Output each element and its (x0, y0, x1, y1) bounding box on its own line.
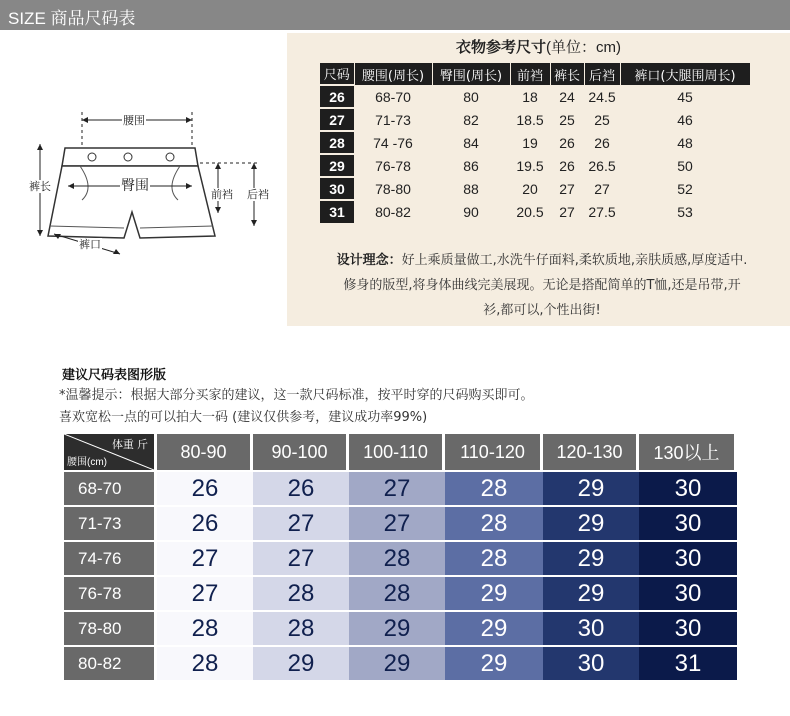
reference-size-panel (287, 33, 790, 326)
recommended-size-cell: 29 (543, 575, 639, 610)
recommended-size-cell: 30 (543, 610, 639, 645)
reference-size-table (320, 63, 751, 223)
front-rise-label: 前裆 (211, 188, 233, 201)
design-label: 设计理念： (336, 253, 402, 268)
recommended-size-cell: 29 (543, 540, 639, 575)
reference-column-header: 裤长 (550, 63, 584, 85)
header-title: SIZE 商品尺码表 (8, 9, 136, 28)
shorts-outline-illustration (20, 108, 290, 258)
size-cell: 28 (320, 131, 354, 154)
recommended-size-cell: 29 (349, 645, 445, 680)
waist-range-cell: 68-70 (64, 470, 157, 505)
table-row (320, 177, 750, 200)
recommended-size-cell: 30 (639, 470, 737, 505)
measurement-cell: 20 (522, 180, 538, 197)
measurement-cell: 27 (594, 180, 610, 197)
recommended-size-cell: 31 (639, 645, 737, 680)
measurement-cell: 26.5 (588, 157, 616, 174)
recommendation-note-1: *温馨提示：根据大部分买家的建议，这一款尺码标准，按平时穿的尺码购买即可。 (59, 388, 534, 403)
measurement-cell: 74 -76 (373, 134, 413, 151)
weight-column-header: 130以上 (639, 434, 737, 470)
measurement-cell: 26 (559, 134, 575, 151)
measurement-cell: 24.5 (588, 88, 616, 105)
waist-range-cell: 78-80 (64, 610, 157, 645)
table-corner-cell (64, 434, 157, 470)
measurement-cell: 27 (559, 180, 575, 197)
table-row (64, 575, 737, 610)
measurement-cell: 24 (559, 88, 575, 105)
corner-weight-label: 体重 斤 (111, 439, 148, 451)
recommended-size-cell: 28 (253, 575, 349, 610)
measurement-cell: 68-70 (375, 88, 411, 105)
measurement-cell: 19 (522, 134, 538, 151)
reference-body (320, 85, 750, 223)
measurement-cell: 27 (559, 203, 575, 220)
recommended-size-cell: 29 (543, 505, 639, 540)
design-line-3: 衫,都可以,个性出街! (483, 303, 601, 318)
weight-column-header: 120-130 (543, 434, 639, 470)
weight-column-header: 100-110 (349, 434, 445, 470)
pants-length-label: 裤长 (29, 180, 51, 193)
reference-header-row (320, 63, 750, 85)
recommendation-note-2: 喜欢宽松一点的可以拍大一码 (建议仅供参考，建议成功率99%) (59, 410, 428, 425)
measurement-cell: 20.5 (516, 203, 544, 220)
recommended-size-cell: 27 (157, 575, 253, 610)
table-row (64, 645, 737, 680)
reference-column-header: 前裆 (510, 63, 550, 85)
recommended-size-cell: 27 (349, 470, 445, 505)
measurement-cell: 46 (677, 111, 693, 128)
design-line-1 (297, 248, 787, 273)
waist-range-cell: 80-82 (64, 645, 157, 680)
header-bar (0, 0, 790, 30)
recommended-size-cell: 26 (253, 470, 349, 505)
recommended-size-cell: 27 (253, 505, 349, 540)
design-text-1: 好上乘质量做工,水洗牛仔面料,柔软质地,亲肤质感,厚度适中. (401, 253, 748, 268)
measurement-cell: 25 (559, 111, 575, 128)
measurement-cell: 18.5 (516, 111, 544, 128)
reference-column-header: 尺码 (320, 63, 354, 85)
recommended-size-cell: 28 (445, 540, 543, 575)
measurement-cell: 52 (677, 180, 693, 197)
table-row (320, 200, 750, 223)
recommended-size-cell: 30 (639, 575, 737, 610)
table-row (320, 154, 750, 177)
measurement-cell: 78-80 (375, 180, 411, 197)
table-row (320, 85, 750, 108)
table-row (320, 131, 750, 154)
table-row (64, 505, 737, 540)
recommended-size-cell: 29 (349, 610, 445, 645)
size-cell: 29 (320, 154, 354, 177)
recommended-size-cell: 28 (445, 470, 543, 505)
recommended-size-cell: 26 (157, 505, 253, 540)
measurement-cell: 88 (463, 180, 479, 197)
recommended-size-cell: 28 (157, 645, 253, 680)
measurement-cell: 86 (463, 157, 479, 174)
measurement-cell: 18 (522, 88, 538, 105)
reference-title-text: 衣物参考尺寸 (455, 38, 546, 56)
recommended-size-cell: 28 (349, 540, 445, 575)
recommended-size-cell: 28 (445, 505, 543, 540)
weight-column-header: 110-120 (445, 434, 543, 470)
measurement-cell: 19.5 (516, 157, 544, 174)
table-row (64, 470, 737, 505)
table-row (320, 108, 750, 131)
table-row (64, 540, 737, 575)
measurement-cell: 82 (463, 111, 479, 128)
weight-column-header: 80-90 (157, 434, 253, 470)
measurement-cell: 27.5 (588, 203, 616, 220)
measurement-cell: 25 (594, 111, 610, 128)
recommendation-header-row (64, 434, 737, 470)
measurement-cell: 48 (677, 134, 693, 151)
measurement-cell: 80-82 (375, 203, 411, 220)
recommended-size-cell: 26 (157, 470, 253, 505)
recommendation-body (64, 470, 737, 680)
design-line-2: 修身的版型,将身体曲线完美展现。无论是搭配简单的T恤,还是吊带,开 (343, 278, 741, 293)
recommended-size-cell: 29 (445, 645, 543, 680)
measurement-cell: 45 (677, 88, 693, 105)
size-cell: 30 (320, 177, 354, 200)
recommended-size-cell: 30 (639, 540, 737, 575)
shorts-diagram (20, 108, 290, 258)
design-concept (297, 248, 787, 323)
recommended-size-cell: 29 (543, 470, 639, 505)
recommended-size-cell: 29 (445, 610, 543, 645)
measurement-cell: 76-78 (375, 157, 411, 174)
recommended-size-cell: 30 (639, 505, 737, 540)
size-cell: 27 (320, 108, 354, 131)
recommended-size-cell: 28 (157, 610, 253, 645)
reference-column-header: 臀围(周长) (432, 63, 510, 85)
recommended-size-cell: 29 (253, 645, 349, 680)
back-rise-label: 后裆 (247, 188, 269, 201)
corner-waist-label: 腰围(cm) (67, 457, 107, 468)
waist-range-cell: 74-76 (64, 540, 157, 575)
recommendation-size-table (64, 434, 737, 680)
measurement-cell: 80 (463, 88, 479, 105)
recommended-size-cell: 30 (543, 645, 639, 680)
recommended-size-cell: 27 (253, 540, 349, 575)
waist-label: 腰围 (123, 114, 145, 127)
size-cell: 31 (320, 200, 354, 223)
recommended-size-cell: 28 (253, 610, 349, 645)
hip-label: 臀围 (121, 178, 149, 194)
reference-column-header: 腰围(周长) (354, 63, 432, 85)
measurement-cell: 26 (594, 134, 610, 151)
recommended-size-cell: 27 (157, 540, 253, 575)
measurement-cell: 53 (677, 203, 693, 220)
recommendation-title: 建议尺码表图形版 (62, 368, 167, 383)
reference-column-header: 后裆 (584, 63, 620, 85)
waist-range-cell: 71-73 (64, 505, 157, 540)
recommended-size-cell: 27 (349, 505, 445, 540)
measurement-cell: 50 (677, 157, 693, 174)
measurement-cell: 71-73 (375, 111, 411, 128)
table-row (64, 610, 737, 645)
reference-title (287, 36, 790, 57)
reference-column-header: 裤口(大腿围周长) (620, 63, 750, 85)
recommended-size-cell: 28 (349, 575, 445, 610)
weight-column-header: 90-100 (253, 434, 349, 470)
recommended-size-cell: 29 (445, 575, 543, 610)
measurement-cell: 26 (559, 157, 575, 174)
measurement-cell: 90 (463, 203, 479, 220)
measurement-cell: 84 (463, 134, 479, 151)
reference-unit: (单位：cm) (546, 39, 621, 56)
recommended-size-cell: 30 (639, 610, 737, 645)
waist-range-cell: 76-78 (64, 575, 157, 610)
size-cell: 26 (320, 85, 354, 108)
leg-opening-label: 裤口 (79, 238, 101, 251)
